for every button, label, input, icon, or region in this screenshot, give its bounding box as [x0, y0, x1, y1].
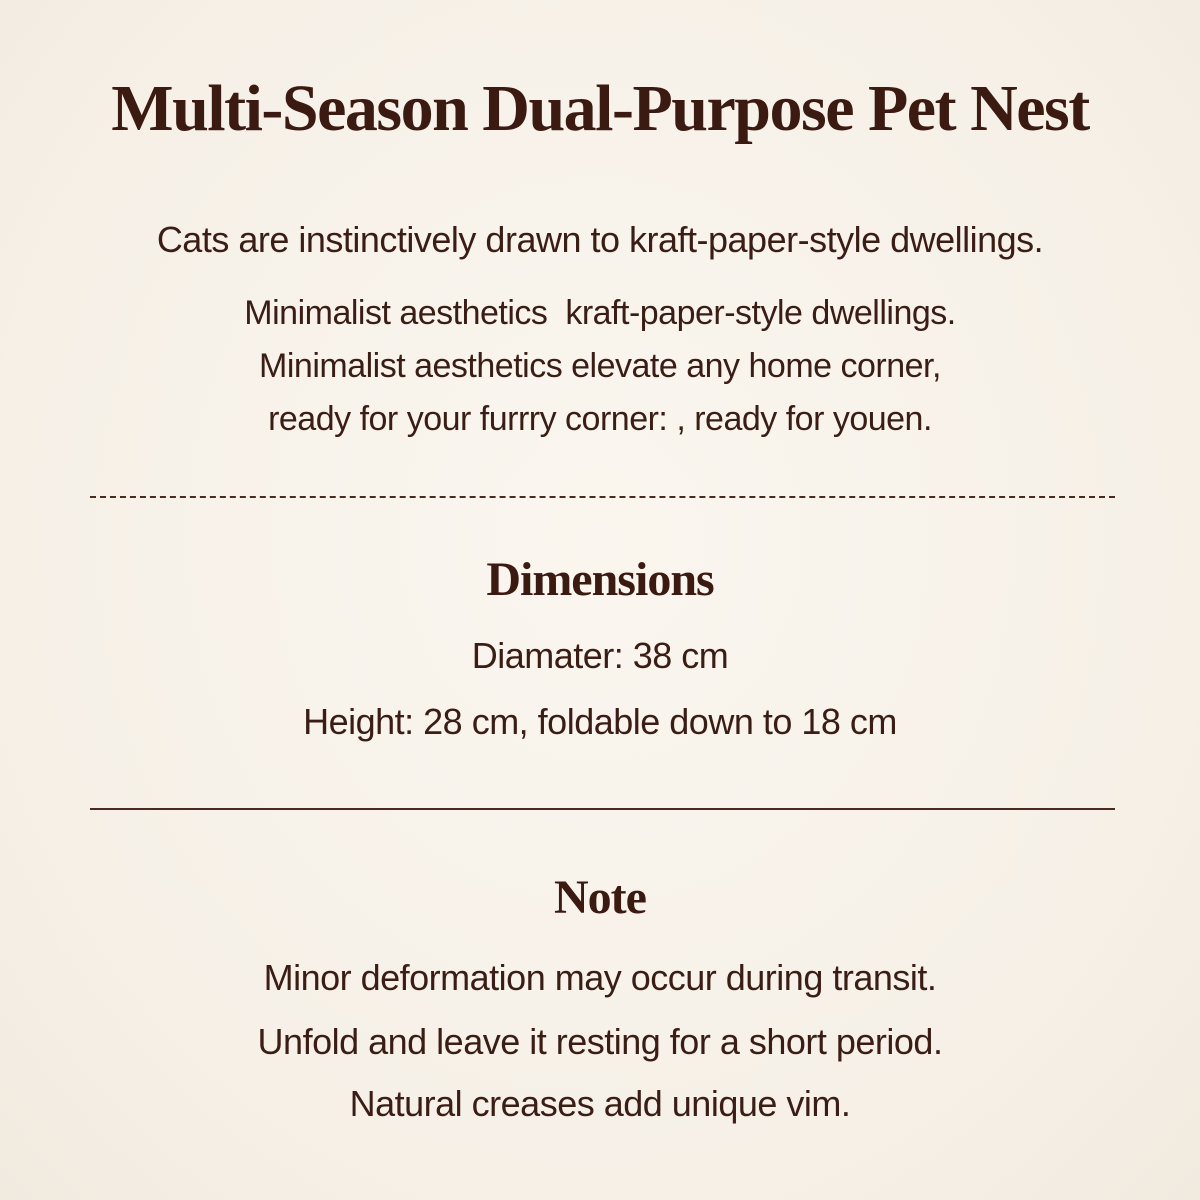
page-title: Multi-Season Dual-Purpose Pet Nest: [111, 72, 1089, 145]
dimensions-heading: Dimensions: [486, 553, 714, 606]
diameter-text: Diamater: 38 cm: [471, 635, 729, 676]
height-text: Height: 28 cm, foldable down to 18 cm: [303, 701, 897, 742]
intro-line-4: ready for your furrry corner: , ready for youen.: [268, 400, 932, 438]
note-line-2: Unfold and leave it resting for a short period.: [257, 1021, 943, 1062]
note-line-1: Minor deformation may occur during transit.: [263, 957, 937, 998]
note-line-3: Natural creases add unique vim.: [349, 1083, 851, 1124]
intro-line-1: Cats are instinctively drawn to kraft-paper-style dwellings.: [156, 219, 1044, 260]
intro-line-3: Minimalist aesthetics elevate any home corner,: [259, 347, 941, 385]
intro-line-2: Minimalist aesthetics kraft-paper-style dwellings.: [244, 294, 956, 332]
solid-divider: [90, 808, 1115, 810]
note-heading: Note: [554, 871, 646, 924]
dashed-divider: [90, 496, 1115, 498]
